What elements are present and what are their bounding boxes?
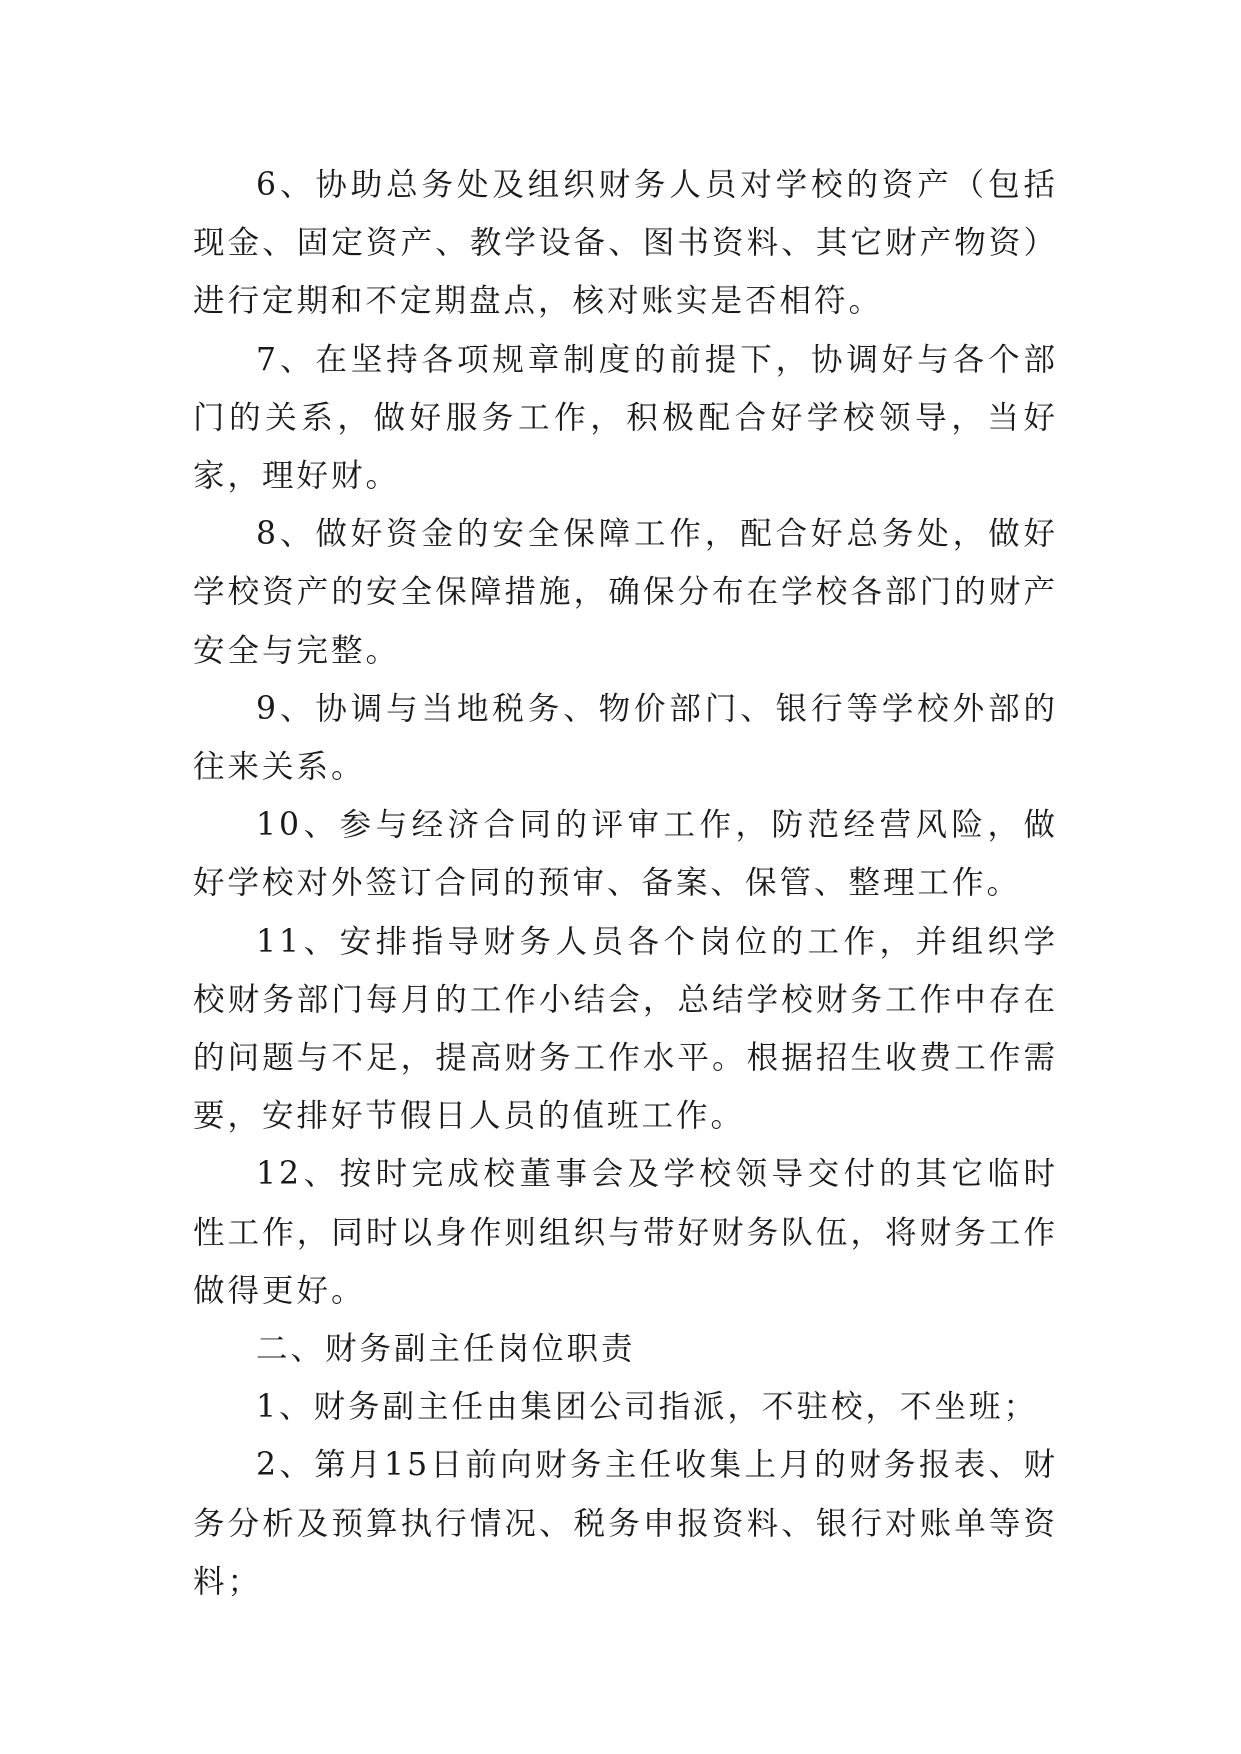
- paragraph-item-10-contract-review: 10、参与经济合同的评审工作，防范经营风险，做好学校对外签订合同的预审、备案、保管、整理工作。: [193, 807, 1058, 902]
- paragraph-item-8-fund-security: 8、做好资金的安全保障工作，配合好总务处，做好学校资产的安全保障措施，确保分布在学校各部门的财产安全与完整。: [193, 516, 1058, 669]
- document-body: [193, 156, 1058, 1611]
- paragraph-item-7-department-coordination: 7、在坚持各项规章制度的前提下，协调好与各个部门的关系，做好服务工作，积极配合好学校领导，当好家，理好财。: [193, 341, 1058, 495]
- paragraph-item-11-staff-arrangement: 11、安排指导财务人员各个岗位的工作，并组织学校财务部门每月的工作小结会，总结学校财务工作中存在的问题与不足，提高财务工作水平。根据招生收费工作需要，安排好节假日人员的值班工作。: [193, 923, 1058, 1135]
- paragraph-item-12-temporary-tasks: 12、按时完成校董事会及学校领导交付的其它临时性工作，同时以身作则组织与带好财务队伍，将财务工作做得更好。: [193, 1156, 1058, 1309]
- paragraph-item-9-external-relations: 9、协调与当地税务、物价部门、银行等学校外部的往来关系。: [193, 690, 1058, 786]
- paragraph-item-6-asset-inventory: 6、协助总务处及组织财务人员对学校的资产（包括现金、固定资产、教学设备、图书资料、其它财产物资）进行定期和不定期盘点，核对账实是否相符。: [193, 167, 1058, 320]
- paragraph-item-1-deputy-assignment: 1、财务副主任由集团公司指派，不驻校，不坐班；: [256, 1389, 1039, 1426]
- paragraph-item-2-monthly-reports: 2、第月15日前向财务主任收集上月的财务报表、财务分析及预算执行情况、税务申报资料、银行对账单等资料；: [193, 1447, 1058, 1600]
- section-heading-deputy-director: 二、财务副主任岗位职责: [256, 1331, 636, 1368]
